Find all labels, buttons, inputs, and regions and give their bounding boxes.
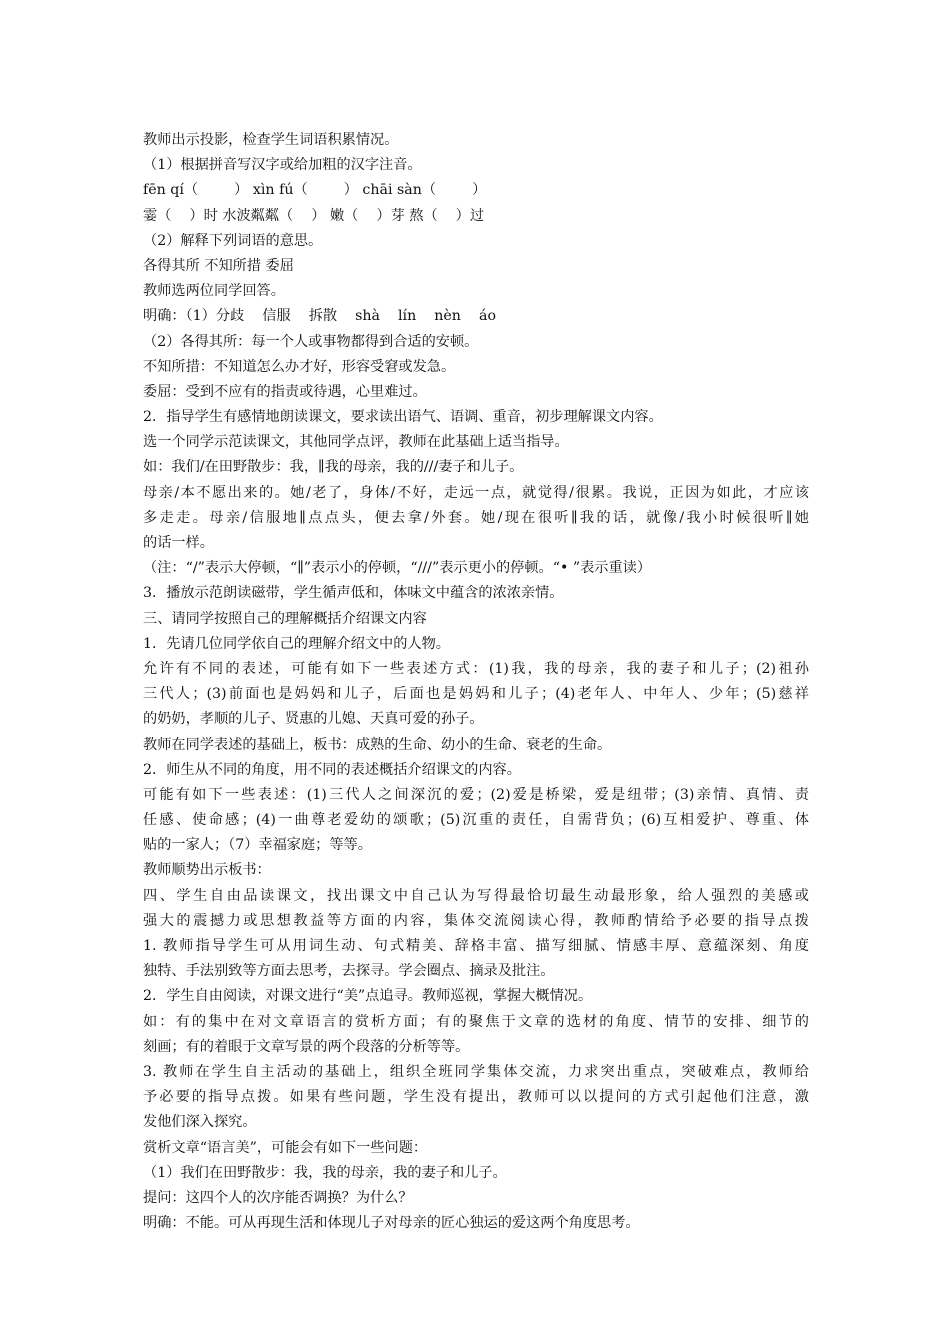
text-line: 的奶奶，孝顺的儿子、贤惠的儿媳、天真可爱的孙子。 (143, 711, 484, 728)
text-line: 教师在同学表述的基础上，板书：成熟的生命、幼小的生命、衰老的生命。 (143, 736, 612, 753)
text-line: （1）我们在田野散步：我，我的母亲，我的妻子和儿子。 (143, 1164, 507, 1181)
text-line: 1．先请几位同学依自己的理解介绍文中的人物。 (143, 635, 450, 652)
text-line: 提问：这四个人的次序能否调换？为什么？ (143, 1189, 413, 1206)
text-line: 2．学生自由阅读，对课文进行“美”点追寻。教师巡视，掌握大概情况。 (143, 988, 593, 1005)
text-line: 委屈：受到不应有的指责或待遇，心里难过。 (143, 383, 427, 400)
text-line: 教师出示投影，检查学生词语积累情况。 (143, 132, 399, 148)
text-line: 教师选两位同学回答。 (143, 283, 285, 300)
text-line: 独特、手法别致等方面去思考，去探寻。学会圈点、摘录及批注。 (143, 963, 555, 980)
text-line: 明确：不能。可从再现生活和体现儿子对母亲的匠心独运的爱这两个角度思考。 (143, 1215, 640, 1232)
text-line: （1）根据拼音写汉字或给加粗的汉字注音。 (143, 157, 422, 174)
document-body (143, 128, 809, 1236)
text-line: 刻画；有的着眼于文章写景的两个段落的分析等等。 (143, 1038, 470, 1055)
text-line: 可能有如下一些表述：(1)三代人之间深沉的爱；(2)爱是桥梁，爱是纽带；(3)亲情、真情、责 (143, 786, 809, 803)
text-line: 任感、使命感；(4)一曲尊老爱幼的颂歌；(5)沉重的责任，自需背负；(6)互相爱护、尊重、体 (143, 812, 809, 829)
text-line: 允许有不同的表述，可能有如下一些表述方式：(1)我，我的母亲，我的妻子和儿子；(2)祖孙 (143, 660, 809, 677)
text-line: 的话一样。 (143, 535, 214, 551)
text-line: 如：我们/在田野散步：我，∥我的母亲，我的///妻子和儿子。 (143, 459, 524, 476)
text-line: 明确：（1）分歧 信服 拆散 shà lín nèn áo (143, 308, 496, 325)
text-line: 3. 教师在学生自主活动的基础上，组织全班同学集体交流，力求突出重点，突破难点，教师给 (143, 1063, 809, 1080)
text-line: 2．师生从不同的角度，用不同的表述概括介绍课文的内容。 (143, 761, 521, 778)
text-line: 3．播放示范朗读磁带，学生循声低和，体味文中蕴含的浓浓亲情。 (143, 585, 564, 602)
text-line: 母亲/本不愿出来的。她/老了，身体/不好，走远一点，就觉得/很累。我说，正因为如此，才应该 (143, 484, 809, 501)
text-line: 2．指导学生有感情地朗读课文，要求读出语气、语调、重音，初步理解课文内容。 (143, 409, 663, 426)
text-line: 三代人；(3)前面也是妈妈和儿子，后面也是妈妈和儿子；(4)老年人、中年人、少年；(5)慈祥 (143, 686, 809, 703)
text-line: （2）解释下列词语的意思。 (143, 232, 323, 249)
text-line: 四、学生自由品读课文，找出课文中自己认为写得最恰切最生动最形象，给人强烈的美感或 (143, 887, 809, 904)
text-line: （2）各得其所：每一个人或事物都得到合适的安顿。 (143, 333, 479, 350)
text-line: 不知所措：不知道怎么办才好，形容受窘或发急。 (143, 358, 456, 375)
text-line: 如：有的集中在对文章语言的赏析方面；有的聚焦于文章的选材的角度、情节的安排、细节的 (143, 1013, 809, 1030)
text-line: 予必要的指导点拨。如果有些问题，学生没有提出，教师可以以提问的方式引起他们注意，激 (143, 1089, 809, 1106)
text-line: 选一个同学示范读课文，其他同学点评，教师在此基础上适当指导。 (143, 434, 569, 451)
text-line: 各得其所 不知所措 委屈 (143, 257, 294, 274)
text-line: 强大的震撼力或思想教益等方面的内容，集体交流阅读心得，教师酌情给予必要的指导点拨 (143, 912, 809, 929)
text-line: 1. 教师指导学生可从用词生动、句式精美、辞格丰富、描写细腻、情感丰厚、意蕴深刻、角度 (143, 938, 809, 954)
text-line: 发他们深入探究。 (143, 1114, 257, 1131)
text-line: 多走走。母亲/信服地∥点点头，便去拿/外套。她/现在很听∥我的话，就像/我小时候很听∥她 (143, 509, 809, 526)
text-line: 贴的一家人；（7）幸福家庭；等等。 (143, 837, 372, 854)
text-line: （注：“/”表示大停顿，“∥”表示小的停顿，“///”表示更小的停顿。“• ”表示重读） (143, 560, 652, 577)
text-line: 霎（ ）时 水波粼粼（ ） 嫩（ ）芽 熬（ ）过 (143, 207, 485, 224)
text-line: 赏析文章“语言美”，可能会有如下一些问题： (143, 1139, 428, 1156)
text-line: 教师顺势出示板书： (143, 862, 271, 879)
text-line: fēn qí（ ） xìn fú（ ） chāi sàn（ ） (143, 182, 487, 199)
text-line: 三、请同学按照自己的理解概括介绍课文内容 (143, 610, 427, 627)
